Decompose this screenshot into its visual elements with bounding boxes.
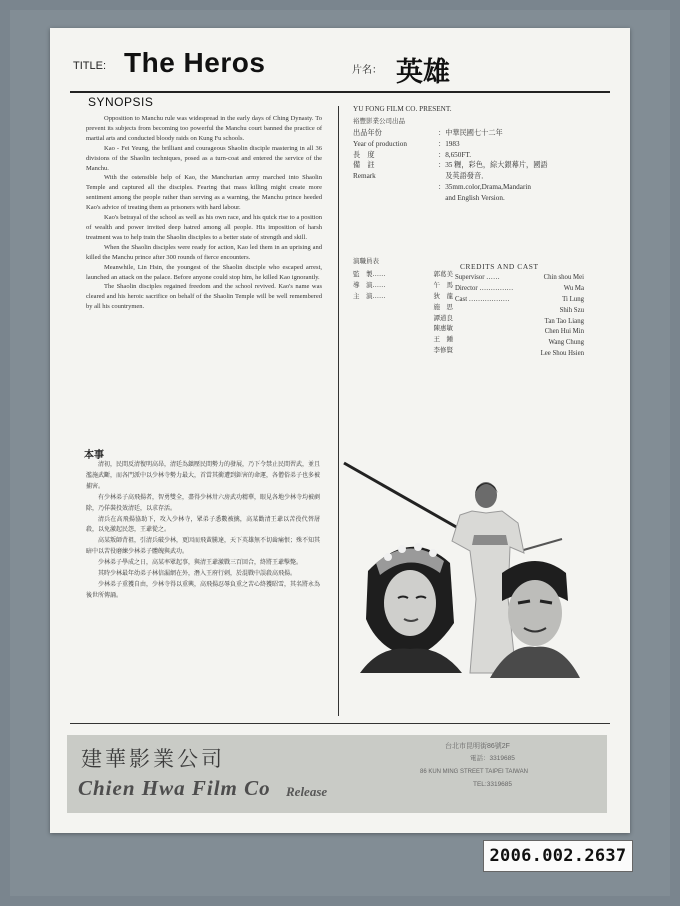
info-row: 長 度 ：8,650FT.: [353, 150, 472, 159]
cast-cn-row: 王 鍾: [433, 335, 453, 344]
cast-cn-row: 譚道良: [433, 313, 453, 322]
phone-en: TEL:3319685: [473, 781, 513, 788]
distributor-name-en: Chien Hwa Film Co: [78, 776, 271, 800]
synopsis-text: [86, 114, 322, 312]
address-cn: 台北市昆明街86號2F: [445, 743, 510, 750]
synopsis-paragraph: With the ostensible help of Kao, the Manchurian army marched into Shaolin Temple and captured all the disciples. Fearing that mass killing might create more sentiment among the people rather than serving as a warning, the Manchu prince heeded Kao's advice of treating them as prisoners with hard labour.: [86, 174, 322, 212]
cast-illustration: [340, 423, 602, 683]
story-cn-paragraph: 有少林弟子高飛揚者，智勇雙全，盡得少林卅六房武功精華，眼見各地少林寺均被剷除，乃佯裝投效清廷，以求存活。: [86, 493, 321, 512]
cast-cn-row: 導 演…… 午 馬: [353, 280, 453, 289]
cn-film-title: 英雄: [396, 57, 450, 88]
credit-row: Wang Chung: [548, 339, 584, 347]
story-cn-text: [86, 460, 320, 602]
cast-cn-row: 監 製…… 郭葛美: [353, 270, 453, 278]
sword-blade-right: [520, 539, 562, 551]
cast-cn-row: 施 思: [433, 302, 453, 311]
info-row: ：35mm.color,Drama,Mandarin: [438, 182, 531, 191]
story-cn-paragraph: 少林弟子重獲自由，少林寺得以重興，高飛揚忍辱負重之苦心終獲昭雪，其名將永為後世所傳誦。: [86, 580, 321, 599]
film-title: The Heros: [124, 47, 266, 78]
presents-en: YU FONG FILM CO. PRESENT.: [353, 105, 452, 113]
story-cn-heading: 本事: [84, 450, 104, 461]
cn-title-label: 片名：: [352, 65, 382, 76]
production-info: [353, 128, 603, 204]
film-flyer: [50, 28, 630, 833]
cast-cn-heading: 演職員表: [353, 257, 379, 265]
story-cn-paragraph: 高某叛師背祖，引清兵破少林，更因而飛黃騰達，天下英雄無不切齒痛恨；殊不知其暗中以苦役磨練少林弟子體魄與武功。: [86, 537, 321, 556]
credit-row: Supervisor …… Chin shou Mei: [455, 274, 584, 281]
credits-list: [455, 273, 584, 360]
credit-row: Director …………… Wu Ma: [455, 284, 584, 292]
synopsis-paragraph: Meanwhile, Lin Hsin, the youngest of the Shaolin disciple who escaped arrest, launched an attack on the palace. Before anyone could stop him, he killed Kao ignorantly.: [86, 263, 322, 281]
story-cn-paragraph: 清初，民間反清復明高昂，清廷為鎮壓民間勢力的發展，乃下令禁止民間習武，並且濫施武斷，而各門派中以少林寺勢力最大，首當其衝遭到鉅害的命運，各僧俗弟子也多被捕害。: [86, 461, 321, 490]
info-row: 備 註 ：35 糎，彩色，綜大銀幕片，國語: [353, 161, 548, 170]
synopsis-paragraph: The Shaolin disciples regained freedom and the school revived. Kao's name was cleared and his heroic sacrifice on behalf of the Shaolin Temple will be well remembered by all his countrymen.: [86, 283, 322, 311]
credits-heading: CREDITS AND CAST: [460, 262, 539, 271]
title-label: TITLE:: [73, 60, 107, 72]
story-cn-paragraph: 清兵在高飛揚協助下，攻入少林寺，眾弟子悉數被擒，高某勸清王爺以苦役代替屠殺，以免激起民怨，王爺從之。: [86, 515, 320, 534]
synopsis-heading: SYNOPSIS: [88, 95, 154, 109]
address-en: 86 KUN MING STREET TAIPEI TAIWAN: [420, 769, 528, 775]
info-row: and English Version.: [438, 193, 505, 202]
cast-cn-row: 陳惠敏: [433, 324, 453, 333]
story-cn-paragraph: 其時少林最年幼弟子林信漏網在外，潛入王府行刺，於混戰中誤殺高飛揚。: [98, 570, 297, 578]
sword-blade: [344, 463, 458, 528]
distributor-name-cn: 建華影業公司: [81, 747, 225, 771]
info-row: Remark 及英語發音．: [353, 172, 489, 181]
cast-cn-list: [353, 269, 453, 356]
column-divider: [338, 106, 339, 716]
footer-rule: [70, 723, 610, 724]
credit-row: Cast ……………… Ti Lung: [455, 295, 584, 303]
presents-cn: 裕豐影業公司出品: [353, 117, 405, 125]
accession-label: 2006.002.2637: [483, 840, 633, 872]
synopsis-paragraph: Opposition to Manchu rule was widespread in the early days of Ching Dynasty. To prevent its subjects from becoming too powerful the Manchu court banned the practice of martial arts and conducted bloody raids on Kung Fu schools.: [86, 115, 322, 142]
release-label: Release: [286, 784, 328, 799]
cast-cn-row: 主 演…… 狄 龍: [353, 291, 453, 300]
credit-row: Lee Shou Hsien: [540, 350, 584, 358]
credit-row: Chen Hui Min: [544, 328, 584, 336]
heroine-portrait: [360, 543, 462, 673]
cast-cn-row: 李修賢: [433, 346, 453, 355]
credit-row: Shih Szu: [559, 306, 584, 314]
phone-cn: 電話：3319685: [470, 755, 515, 762]
synopsis-paragraph: When the Shaolin disciples were ready for action, Kao led them in an uprising and killed the Manchu prince after 300 rounds of fierce encounters.: [86, 243, 322, 261]
info-row: Year of production ：1983: [353, 139, 460, 148]
info-row: 出品年份 ：中華民國七十二年: [353, 129, 503, 137]
header-rule: [70, 91, 610, 93]
synopsis-paragraph: Kao - Fei Yeung, the brilliant and courageous Shaolin disciple mastering in all 36 divisions of the Shaolin techniques, posed as a turn-coat and entered the service of the Manchu.: [86, 144, 322, 172]
credit-row: Tan Tao Liang: [544, 317, 584, 325]
story-cn-paragraph: 少林弟子學成之日，高某率眾起事，與清王爺激戰三百回合，終將王爺擊斃。: [98, 559, 303, 567]
synopsis-paragraph: Kao's betrayal of the school as well as his own race, and his quick rise to a position of wealth and power invited deep hatred among all people. His imposition of harsh treatment was to help train the Shaolin disciples to a better state of strength and skill.: [86, 214, 322, 241]
